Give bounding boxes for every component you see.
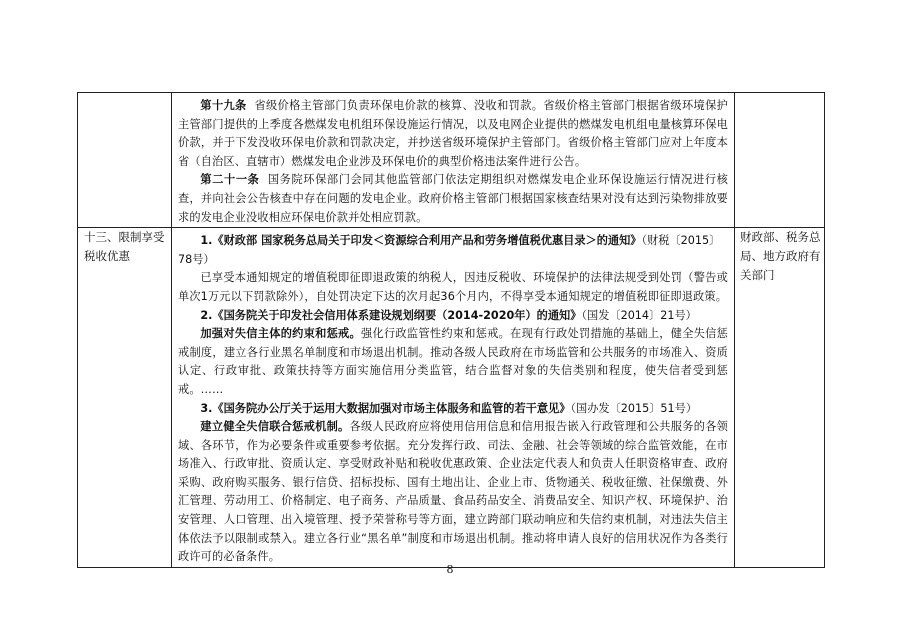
document-3-ref: （国办发〔2015〕51号） (570, 401, 698, 415)
document-3-heading (178, 400, 728, 419)
page-number: 8 (446, 563, 454, 576)
department-cell-empty (735, 93, 825, 228)
document-1-title: 1.《财政部 国家税务总局关于印发＜资源综合利用产品和劳务增值税优惠目录＞的通知》 (200, 234, 642, 248)
document-3-title: 3.《国务院办公厅关于运用大数据加强对市场主体服务和监管的若干意见》 (200, 401, 571, 415)
category-cell (78, 228, 172, 568)
content-cell (172, 228, 735, 568)
article-21-paragraph (178, 171, 728, 227)
document-3-paragraph (178, 418, 728, 567)
document-2-text: 强化行政监管性约束和惩戒。在现有行政处罚措施的基础上，健全失信惩戒制度，建立各行业黑名单制度和市场退出机制。推动各级人民政府在市场监管和公共服务的市场准入、资质认定、行政审批、政策扶持等方面实施信用分类监管，结合监督对象的失信类别和程度，使失信者受到惩戒。…… (178, 327, 728, 396)
article-21-text: 国务院环保部门会同其他监管部门依法定期组织对燃煤发电企业环保设施运行情况进行核查，并向社会公告核查中存在问题的发电企业。政府价格主管部门根据国家核查结果对没有达到污染物排放要求的发电企业没收相应环保电价款并处相应罚款。 (178, 173, 728, 224)
category-cell-empty (78, 93, 172, 228)
table-row (78, 93, 825, 228)
document-2-title: 2.《国务院关于印发社会信用体系建设规划纲要（2014-2020年）的通知》 (200, 308, 582, 322)
department-cell (735, 228, 825, 568)
document-3-lead: 建立健全失信联合惩戒机制。 (200, 420, 350, 434)
content-cell (172, 93, 735, 228)
document-3-text: 各级人民政府应将使用信用信息和信用报告嵌入行政管理和公共服务的各领域、各环节，作为必要条件或重要参考依据。充分发挥行政、司法、金融、社会等领域的综合监管效能，在市场准入、行政审批、资质认定、享受财政补贴和税收优惠政策、企业法定代表人和负责人任职资格审查、政府采购、政府购买服务、银行信贷、招标投标、国有土地出让、企业上市、货物通关、税收征缴、社保缴费、外汇管理、劳动用工、价格制定、电子商务、产品质量、食品药品安全、消费品安全、知识产权、环境保护、治安管理、人口管理、出入境管理、授予荣誉称号等方面，建立跨部门联动响应和失信约束机制，对违法失信主体依法予以限制或禁入。建立各行业“黑名单”制度和市场退出机制。推动将申请人良好的信用状况作为各类行政许可的必备条件。 (178, 420, 729, 564)
document-1-heading (178, 232, 728, 269)
article-19-paragraph (178, 97, 728, 171)
department-label: 财政部、税务总局、地方政府有关部门 (740, 230, 821, 283)
policy-table (77, 92, 825, 568)
table-row (78, 228, 825, 568)
category-label: 十三、限制享受税收优惠 (84, 230, 165, 264)
article-21-title: 第二十一条 (200, 173, 260, 187)
document-1-text: 已享受本通知规定的增值税即征即退政策的纳税人，因违反税收、环境保护的法律法规受到处罚（警告或单次1万元以下罚款除外），自处罚决定下达的次月起36个月内，不得享受本通知规定的增值税即征即退政策。 (178, 271, 728, 303)
article-19-title: 第十九条 (200, 99, 247, 112)
document-2-ref: （国发〔2014〕21号） (581, 308, 697, 322)
document-2-lead: 加强对失信主体的约束和惩戒。 (200, 327, 362, 341)
document-1-ref: （财税〔2015〕78号） (178, 234, 721, 266)
document-2-paragraph (178, 325, 728, 399)
article-19-text: 省级价格主管部门负责环保电价款的核算、没收和罚款。省级价格主管部门根据省级环境保护主管部门提供的上季度各燃煤发电机组环保设施运行情况，以及电网企业提供的燃煤发电机组电量核算环保电价款，并于下发没收环保电价款和罚款决定，并抄送省级环境保护主管部门。省级价格主管部门应对上年度本省（自治区、直辖市）燃煤发电企业涉及环保电价的典型价格违法案件进行公告。 (178, 99, 728, 168)
document-2-heading (178, 307, 728, 326)
